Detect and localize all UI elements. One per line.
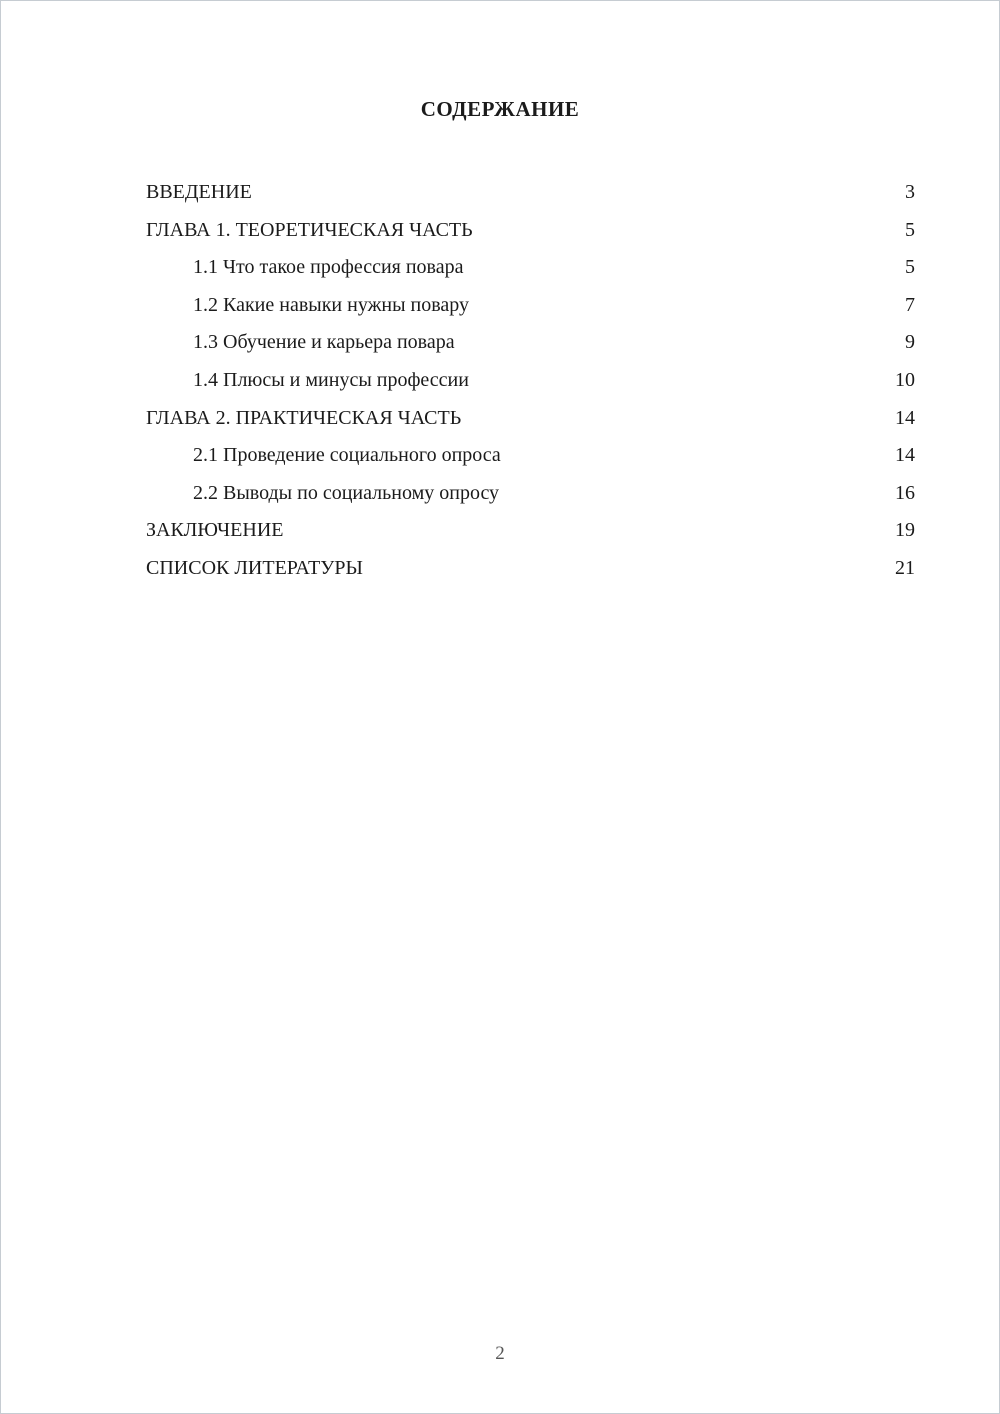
toc-entry-page: 7 [905,293,915,316]
toc-entry [146,400,915,438]
toc-entry-label: 1.3 Обучение и карьера повара [193,331,455,354]
toc-entry-page: 9 [905,331,915,354]
toc-entry-label: ЗАКЛЮЧЕНИЕ [146,519,284,542]
toc-entry [146,212,915,250]
toc-entry [146,437,915,475]
toc-entry-page: 16 [895,481,915,504]
toc-entry-label: 1.1 Что такое профессия повара [193,256,464,279]
toc-entry-page: 19 [895,519,915,542]
toc-entry [146,475,915,513]
toc-entry [146,362,915,400]
toc-entry-page: 21 [895,556,915,579]
toc-entry [146,512,915,550]
toc-entry-label: 1.2 Какие навыки нужны повару [193,293,470,316]
toc-entry [146,324,915,362]
toc-entry-label: 2.2 Выводы по социальному опросу [193,481,500,504]
toc-entry [146,550,915,588]
toc-entry-label: ГЛАВА 1. ТЕОРЕТИЧЕСКАЯ ЧАСТЬ [146,218,473,241]
toc-entry-page: 10 [895,368,915,391]
toc-title: СОДЕРЖАНИЕ [420,97,580,121]
toc-entry-label: ГЛАВА 2. ПРАКТИЧЕСКАЯ ЧАСТЬ [146,406,462,429]
toc-entry-page: 5 [905,218,915,241]
toc-entry-page: 3 [905,181,915,203]
toc-entry-page: 14 [895,444,915,467]
page-number: 2 [495,1343,505,1364]
toc-entry-label: ВВЕДЕНИЕ [146,181,252,203]
toc-entry-label: СПИСОК ЛИТЕРАТУРЫ [146,556,363,579]
toc-entry [146,287,915,325]
toc-entry-page: 14 [895,406,915,429]
toc-entry-page: 5 [905,256,915,279]
toc-entry [146,249,915,287]
toc-entry-label: 1.4 Плюсы и минусы профессии [193,368,469,391]
table-of-contents [1,174,999,588]
toc-entry [146,174,915,212]
toc-entry-label: 2.1 Проведение социального опроса [193,444,501,467]
